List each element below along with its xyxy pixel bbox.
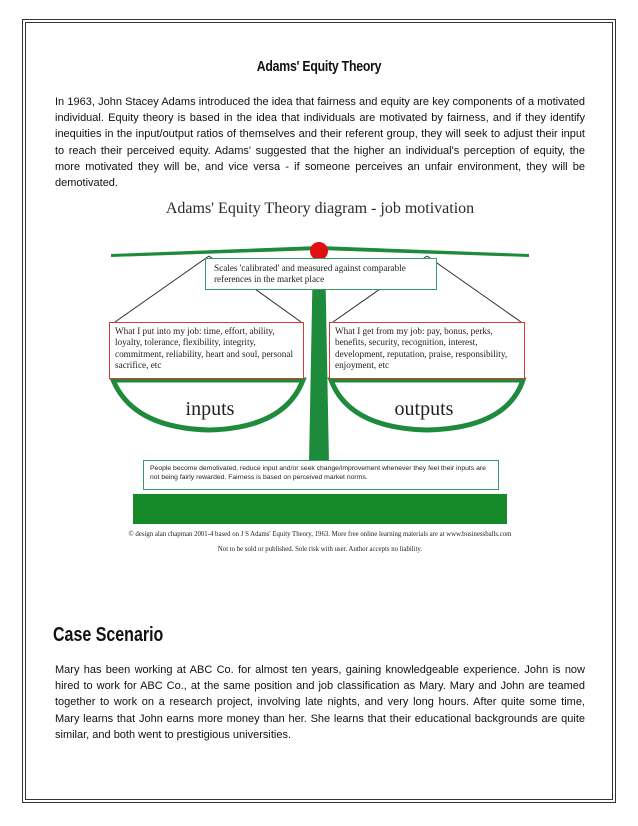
- case-scenario-heading: Case Scenario: [53, 624, 164, 646]
- case-paragraph: Mary has been working at ABC Co. for almost ten years, gaining knowledgeable experience. John is now hired to work for ABC Co., at the same position and job classification as Mary. Mary and John are teamed together to work on a research project, involving late nights, and very long hours. After quite some time, Mary learns that John earns more money than her. She learns that their educational backgrounds are quite similar, and both went to prestigious universities.: [55, 664, 585, 741]
- demotivation-note: People become demotivated, reduce input and/or seek change/improvement whenever they feel their inputs are not being fairly rewarded. Fairness is based on perceived market norms.: [143, 460, 499, 490]
- inputs-box: What I put into my job: time, effort, ability, loyalty, tolerance, flexibility, integrity, commitment, reliability, heart and soul, personal sacrifice, etc: [109, 322, 304, 379]
- string-left-1: [115, 256, 209, 322]
- string-right-2: [427, 256, 521, 322]
- credit-disclaimer: Not to be sold or published. Sole risk with user. Author accepts no liability.: [217, 546, 423, 553]
- credit-line: © design alan chapman 2001-4 based on J S Adams' Equity Theory, 1963. More free online learning materials are at www.businessballs.com: [128, 531, 512, 538]
- document-title: Adams' Equity Theory: [256, 58, 382, 75]
- outputs-label: outputs: [394, 398, 454, 420]
- scales-box: Scales 'calibrated' and measured against comparable references in the market place: [205, 258, 437, 290]
- outputs-box: What I get from my job: pay, bonus, perks, benefits, security, recognition, interest, development, reputation, praise, responsibility, enjoyment, etc: [329, 322, 525, 379]
- diagram-title: Adams' Equity Theory diagram - job motivation: [165, 200, 475, 217]
- inputs-label: inputs: [185, 398, 235, 420]
- equity-diagram: [105, 196, 535, 560]
- intro-paragraph: In 1963, John Stacey Adams introduced the idea that fairness and equity are key components of a motivated individual. Equity theory is based in the idea that individuals are motivated by fairness, and if they identify inequities in the input/output ratios of themselves and their referent group, they will seek to adjust their input to reach their perceived equity. Adams' suggested that the higher an individual's perception of equity, the more motivated they will be, and vice versa - if someone perceives an unfair environment, they will be demotivated.: [55, 96, 585, 190]
- scale-base: [133, 494, 507, 524]
